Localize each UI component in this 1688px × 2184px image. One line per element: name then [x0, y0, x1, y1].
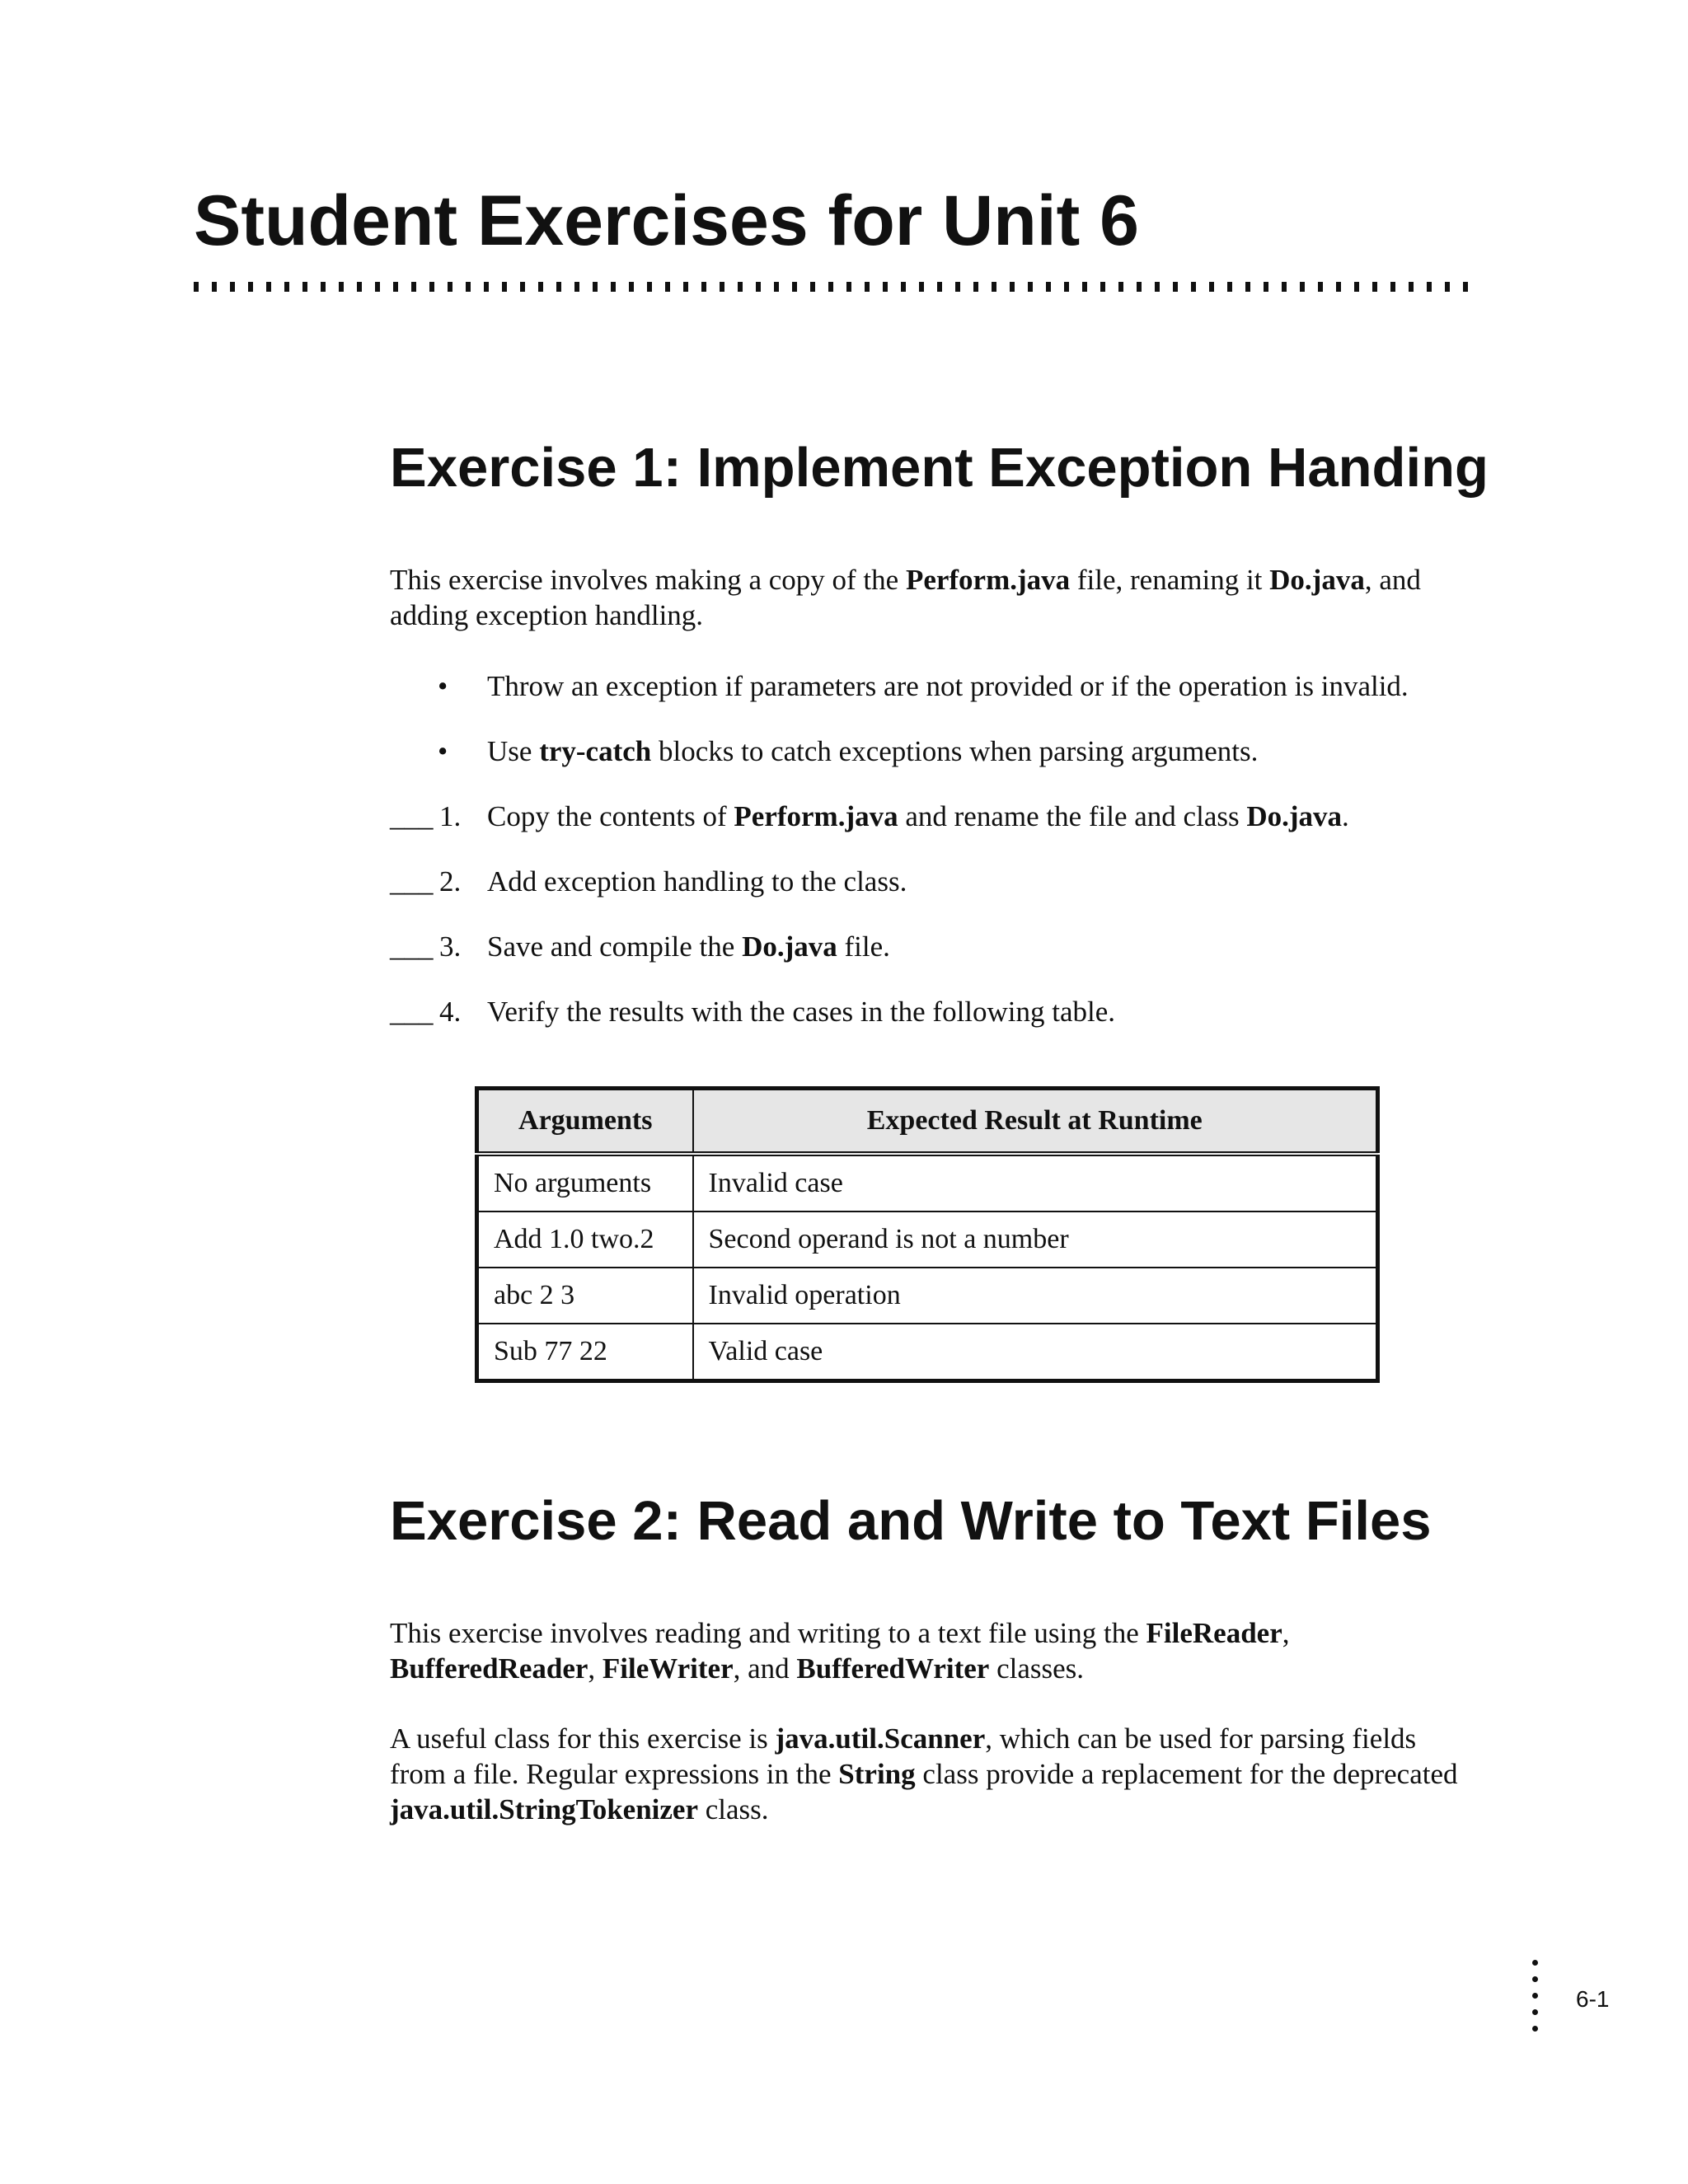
- exercise-2-paragraph-2: A useful class for this exercise is java.util.Scanner, which can be used for parsing fields from a file. Regular expressions in the String class provide a replacement for the deprecated java.util.StringTokenizer class.: [390, 1722, 1458, 1825]
- title-dotted-rule: [194, 282, 1471, 292]
- bullet-text: Throw an exception if parameters are not provided or if the operation is invalid.: [487, 670, 1409, 702]
- page-number: 6-1: [1576, 1986, 1610, 2012]
- exercise-2-paragraph-1: This exercise involves reading and writing to a text file using the FileReader, BufferedReader, FileWriter, and BufferedWriter classes.: [390, 1617, 1290, 1685]
- step-checkbox-blank: ___: [390, 996, 434, 1028]
- table-cell-result: Invalid case: [693, 1154, 1378, 1212]
- table-row: [477, 1324, 1378, 1381]
- table-cell-arguments: Sub 77 22: [477, 1324, 693, 1381]
- bullet-mark: •: [438, 670, 448, 702]
- expected-results-table: [475, 1086, 1380, 1383]
- table-cell-result: Invalid operation: [693, 1268, 1378, 1324]
- step-checkbox-blank: ___: [390, 800, 434, 832]
- exercise-1-intro: This exercise involves making a copy of the Perform.java file, renaming it Do.java, and adding exception handling.: [390, 564, 1421, 631]
- bullet-mark: •: [438, 735, 448, 767]
- step-number: 2.: [439, 865, 462, 898]
- exercise-1-heading: Exercise 1: Implement Exception Handing: [390, 437, 1489, 499]
- table-cell-arguments: No arguments: [477, 1154, 693, 1212]
- table-cell-result: Second operand is not a number: [693, 1212, 1378, 1268]
- table-row: [477, 1154, 1378, 1212]
- step-number: 3.: [439, 930, 462, 963]
- table-header-expected-result: Expected Result at Runtime: [693, 1089, 1378, 1155]
- table-cell-result: Valid case: [693, 1324, 1378, 1381]
- step-text: Save and compile the Do.java file.: [487, 930, 890, 963]
- step-checkbox-blank: ___: [390, 865, 434, 898]
- table-header-row: [477, 1089, 1378, 1155]
- exercise-2-heading: Exercise 2: Read and Write to Text Files: [390, 1490, 1432, 1552]
- table-row: [477, 1268, 1378, 1324]
- step-number: 1.: [439, 800, 462, 832]
- step-text: Add exception handling to the class.: [487, 865, 907, 898]
- table-row: [477, 1212, 1378, 1268]
- page-title: Student Exercises for Unit 6: [194, 181, 1139, 260]
- step-text: Copy the contents of Perform.java and rename the file and class Do.java.: [487, 800, 1349, 832]
- step-checkbox-blank: ___: [390, 930, 434, 963]
- table-cell-arguments: abc 2 3: [477, 1268, 693, 1324]
- table-cell-arguments: Add 1.0 two.2: [477, 1212, 693, 1268]
- step-number: 4.: [439, 996, 462, 1028]
- page-dots-decoration: [1532, 1960, 1539, 2039]
- step-text: Verify the results with the cases in the following table.: [487, 996, 1116, 1028]
- bullet-text: Use try-catch blocks to catch exceptions when parsing arguments.: [487, 735, 1259, 767]
- table-header-arguments: Arguments: [477, 1089, 693, 1155]
